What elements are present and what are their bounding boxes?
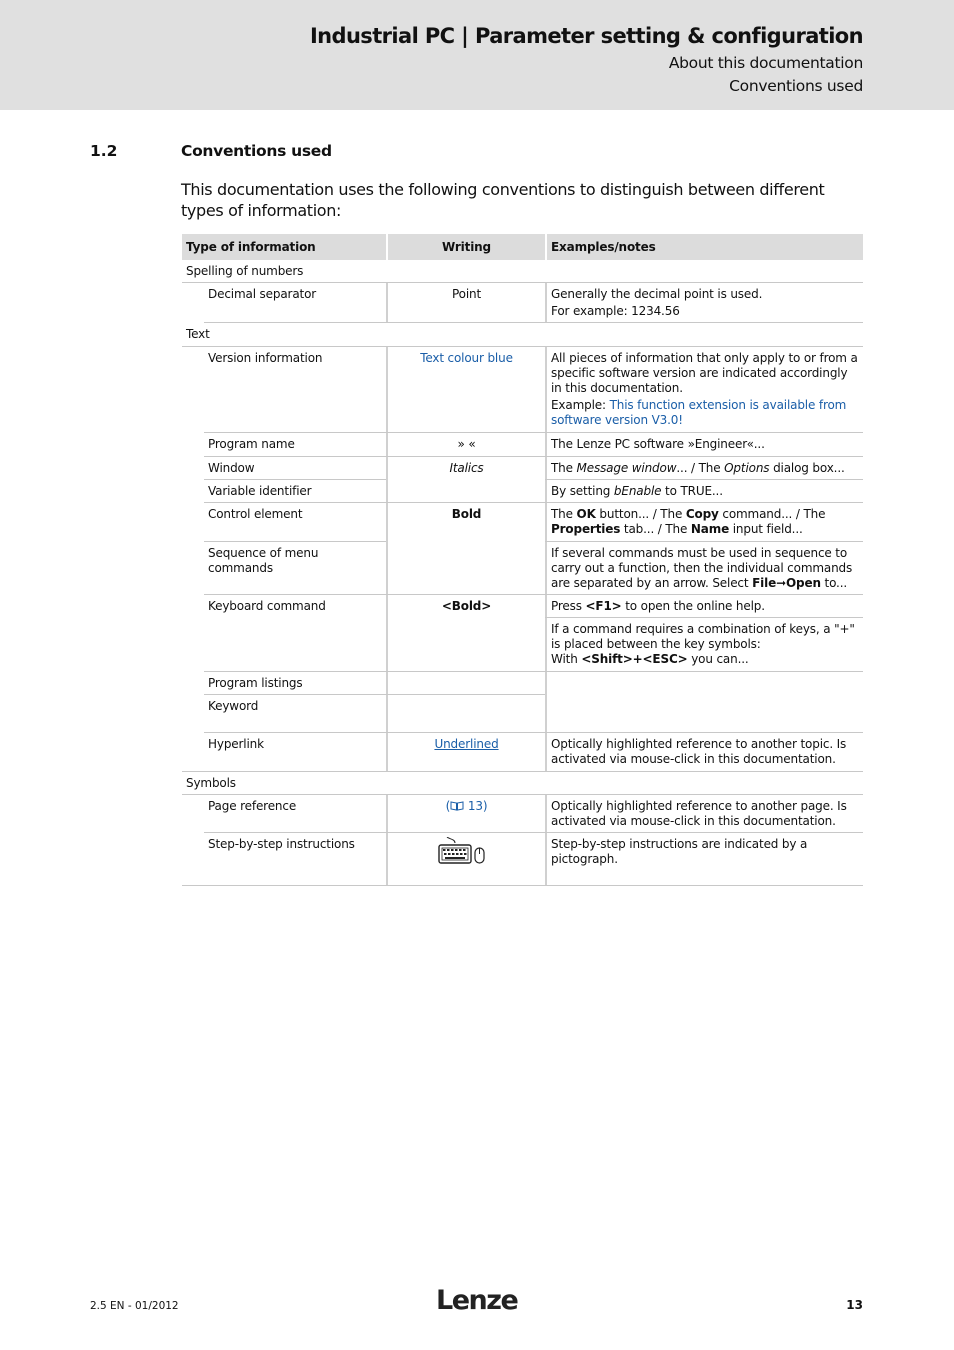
header-writing: Writing bbox=[386, 234, 545, 260]
table-row bbox=[182, 433, 863, 457]
table-row bbox=[182, 347, 863, 433]
note-cell: Optically highlighted reference to another page. Is activated via mouse-click in this documentation. bbox=[545, 795, 863, 833]
type-cell bbox=[204, 618, 386, 672]
keyboard-mouse-icon bbox=[433, 837, 491, 869]
note-cell: Step-by-step instructions are indicated by a pictograph. bbox=[545, 833, 863, 886]
group-label: Text bbox=[186, 327, 210, 341]
table-row bbox=[182, 283, 863, 323]
writing-cell bbox=[386, 695, 545, 733]
note-cell: Optically highlighted reference to another topic. Is activated via mouse-click in this documentation. bbox=[545, 733, 863, 772]
note-cell bbox=[545, 695, 863, 733]
note-line: If a command requires a combination of keys, a "+" is placed between the key symbols: bbox=[551, 622, 855, 651]
writing-cell[interactable]: ( 13) bbox=[386, 795, 545, 833]
example-prefix: Example: bbox=[551, 398, 610, 412]
note-cell: Press <F1> to open the online help. bbox=[545, 595, 863, 618]
table-row bbox=[182, 695, 863, 733]
arrow-icon: ➞ bbox=[776, 576, 786, 590]
type-cell: Keyword bbox=[208, 699, 259, 713]
table-row bbox=[182, 618, 863, 672]
conventions-table bbox=[182, 234, 863, 886]
note-line: With <Shift>+<ESC> you can... bbox=[551, 652, 749, 666]
underlined-link[interactable]: Underlined bbox=[434, 737, 499, 751]
table-row bbox=[182, 833, 863, 886]
note-cell bbox=[545, 283, 863, 323]
note-line: All pieces of information that only apply to or from a specific software version are indicated accordingly in this documentation. bbox=[551, 351, 858, 395]
writing-cell: Bold bbox=[386, 503, 545, 542]
writing-cell: Text colour blue bbox=[386, 347, 545, 433]
writing-cell: Italics bbox=[386, 457, 545, 480]
type-cell: Sequence of menu commands bbox=[208, 546, 319, 575]
table-row bbox=[182, 480, 863, 503]
table-row bbox=[182, 503, 863, 542]
group-row-symbols bbox=[182, 772, 863, 795]
section-title: Conventions used bbox=[181, 142, 332, 160]
type-cell: Hyperlink bbox=[208, 737, 264, 751]
group-row-text bbox=[182, 323, 863, 347]
section-heading-small: Conventions used bbox=[729, 77, 863, 95]
writing-cell bbox=[386, 618, 545, 672]
writing-cell: Point bbox=[386, 283, 545, 323]
note-line: For example: 1234.56 bbox=[551, 304, 680, 318]
note-cell bbox=[545, 347, 863, 433]
page-number: 13 bbox=[846, 1298, 863, 1312]
type-cell: Step-by-step instructions bbox=[208, 837, 355, 851]
note-line bbox=[551, 398, 859, 428]
book-icon bbox=[450, 801, 464, 811]
intro-paragraph: This documentation uses the following conventions to distinguish between different types of information: bbox=[181, 180, 825, 220]
table-row bbox=[182, 542, 863, 595]
type-cell: Keyboard command bbox=[208, 599, 326, 613]
table-header bbox=[182, 234, 863, 260]
lenze-logo: Lenze bbox=[436, 1285, 518, 1316]
type-cell: Program name bbox=[208, 437, 295, 451]
note-cell bbox=[545, 672, 863, 695]
table-row bbox=[182, 457, 863, 480]
note-line: Generally the decimal point is used. bbox=[551, 287, 763, 301]
table-row bbox=[182, 733, 863, 772]
table-row bbox=[182, 795, 863, 833]
section-number: 1.2 bbox=[90, 142, 118, 160]
type-cell: Variable identifier bbox=[208, 484, 312, 498]
table-row bbox=[182, 595, 863, 618]
note-cell bbox=[545, 618, 863, 672]
chapter-title: About this documentation bbox=[668, 54, 863, 72]
writing-cell: <Bold> bbox=[386, 595, 545, 618]
writing-cell bbox=[386, 542, 545, 595]
note-cell: If several commands must be used in sequence to carry out a function, then the individual commands are separated by an arrow. Select File➞Open to... bbox=[545, 542, 863, 595]
edition-info: 2.5 EN - 01/2012 bbox=[90, 1300, 179, 1312]
header-examples: Examples/notes bbox=[545, 234, 863, 260]
group-row-numbers bbox=[182, 260, 863, 283]
document-title: Industrial PC | Parameter setting & configuration bbox=[309, 24, 863, 48]
note-cell: By setting bEnable to TRUE... bbox=[545, 480, 863, 503]
type-cell: Decimal separator bbox=[208, 287, 317, 301]
writing-cell bbox=[386, 672, 545, 695]
note-cell: The Lenze PC software »Engineer«... bbox=[545, 433, 863, 457]
writing-cell bbox=[386, 733, 545, 772]
writing-cell: » « bbox=[386, 433, 545, 457]
table-row bbox=[182, 672, 863, 695]
type-cell: Page reference bbox=[208, 799, 297, 813]
note-cell: The OK button... / The Copy command... / The Properties tab... / The Name input field... bbox=[545, 503, 863, 542]
group-label: Spelling of numbers bbox=[186, 264, 304, 278]
note-cell: The Message window... / The Options dialog box... bbox=[545, 457, 863, 480]
blue-example: This function extension is available from software version V3.0! bbox=[551, 398, 847, 427]
type-cell: Window bbox=[208, 461, 255, 475]
writing-cell bbox=[386, 480, 545, 503]
type-cell: Program listings bbox=[208, 676, 303, 690]
type-cell: Version information bbox=[208, 351, 323, 365]
header-type: Type of information bbox=[186, 240, 316, 254]
type-cell: Control element bbox=[208, 507, 303, 521]
group-label: Symbols bbox=[186, 776, 236, 790]
